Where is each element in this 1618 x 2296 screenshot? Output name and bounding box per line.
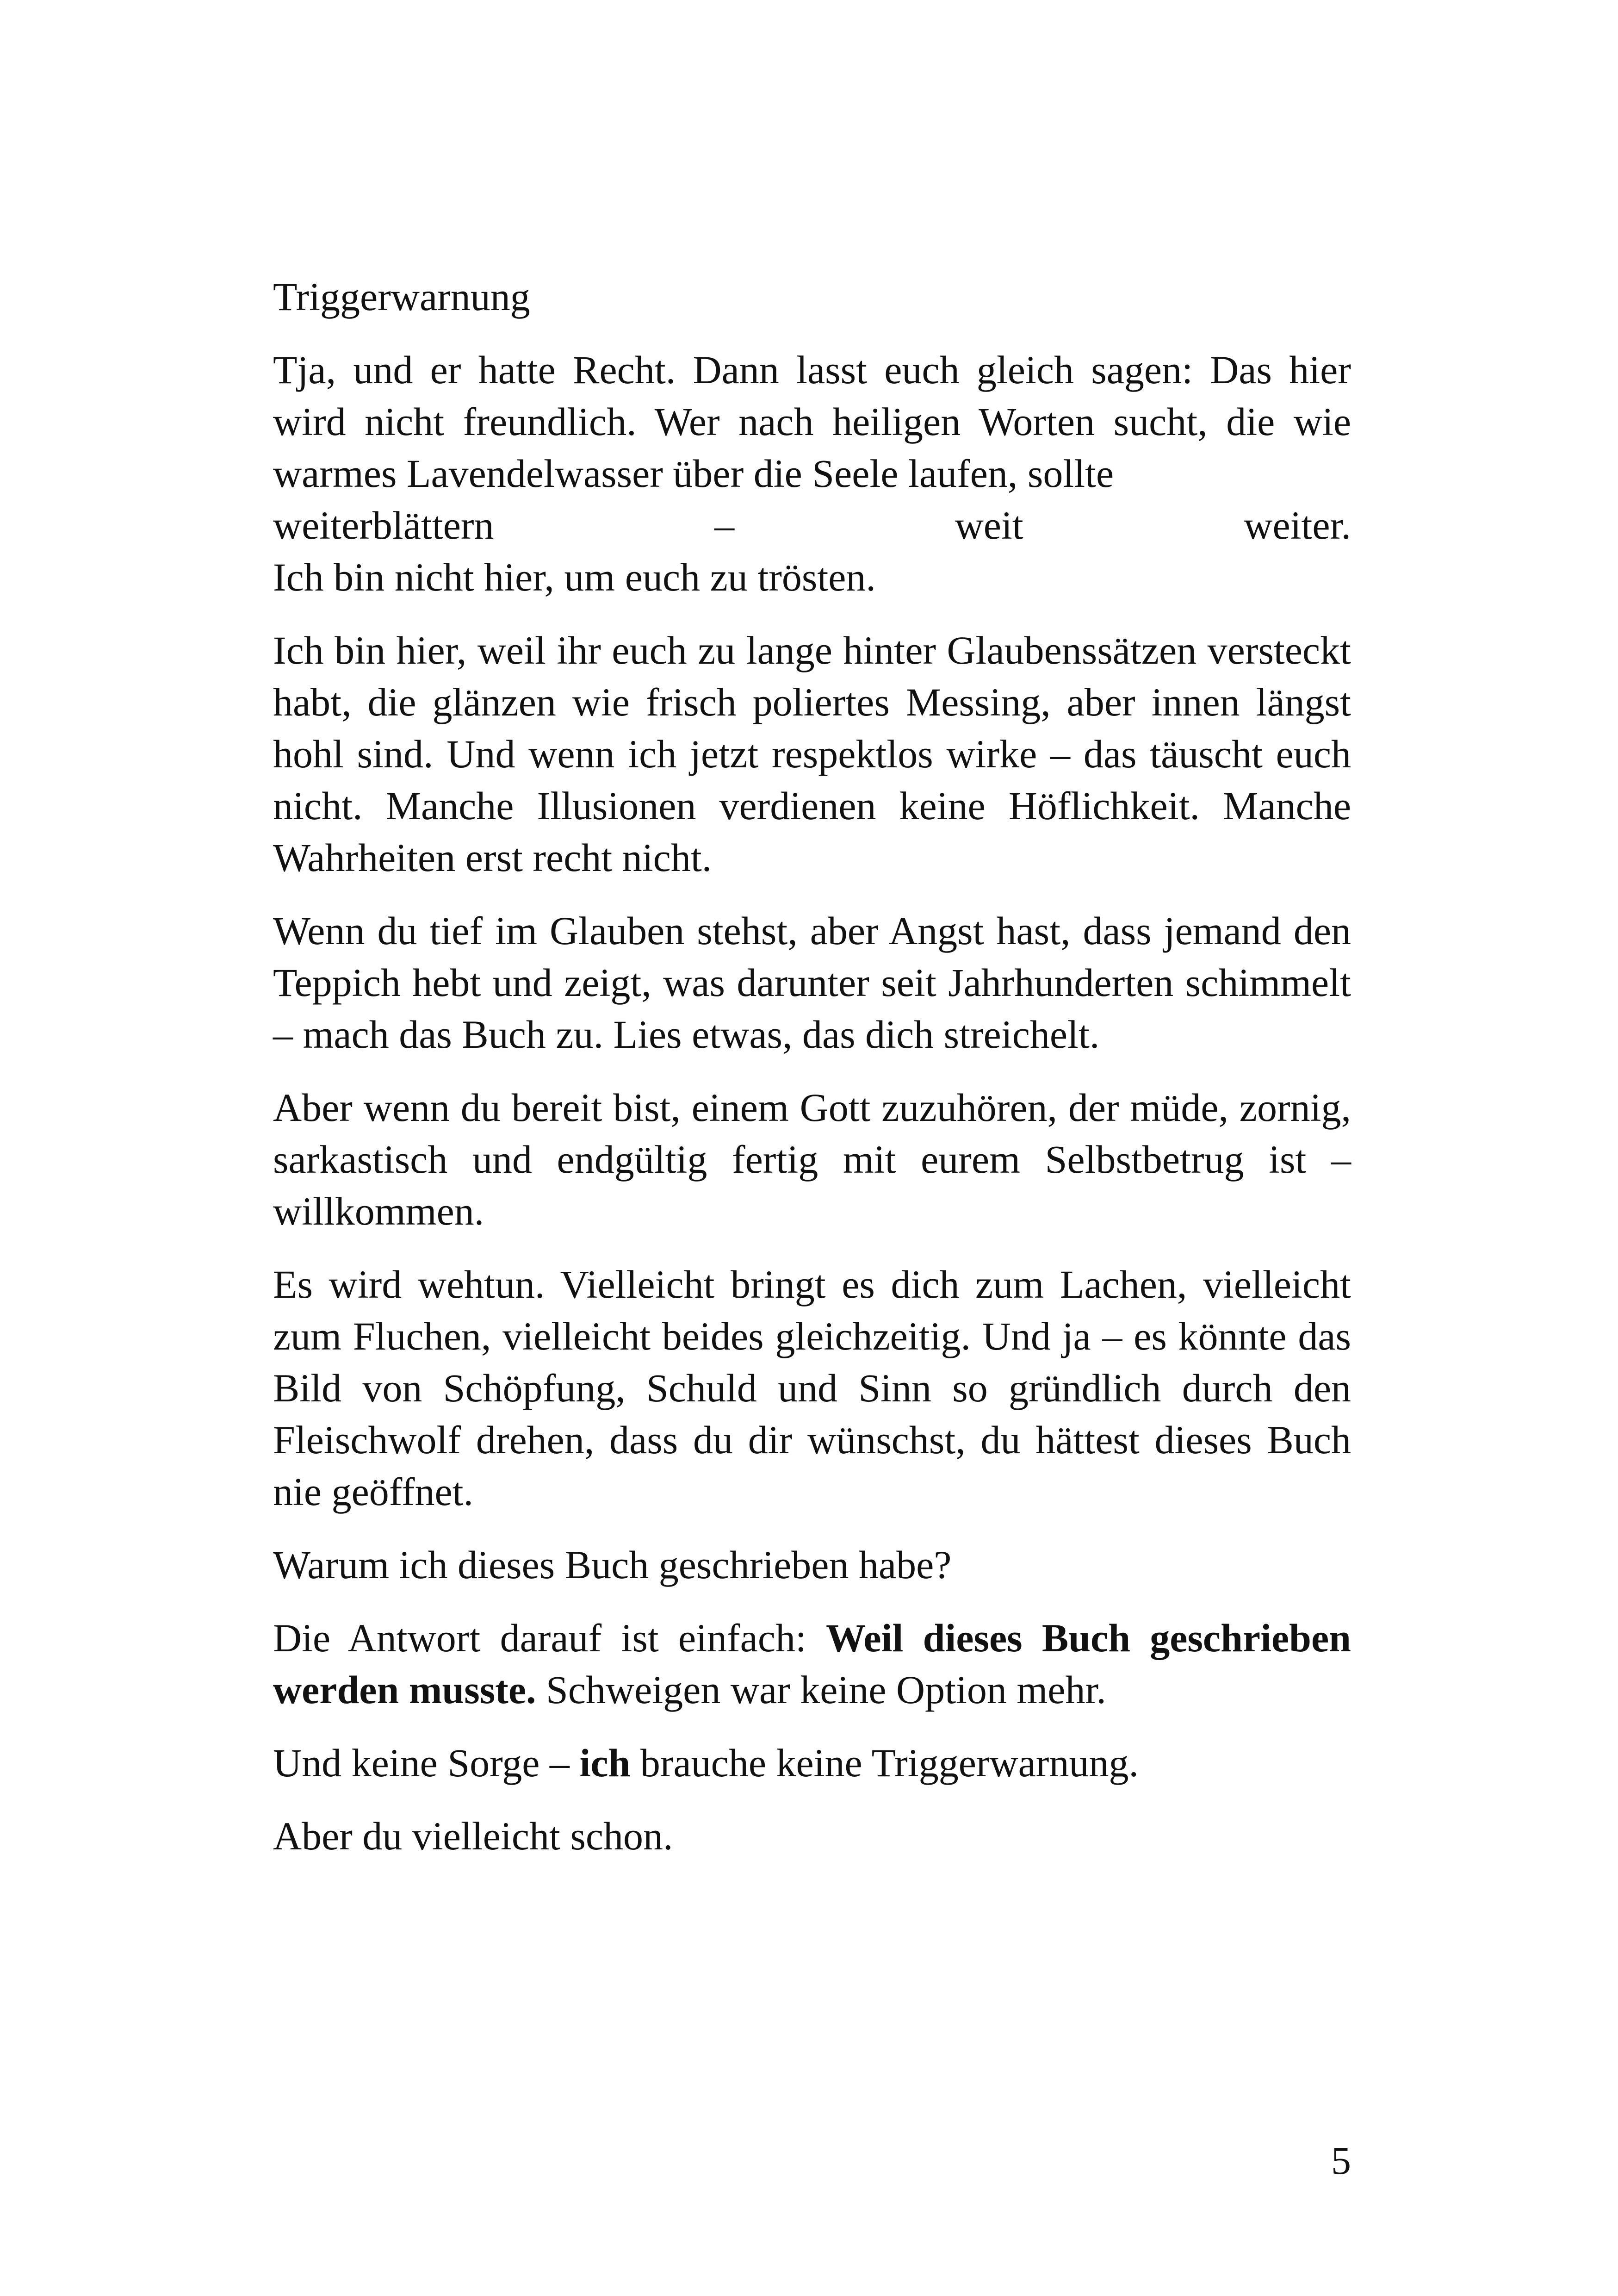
paragraph-3: Wenn du tief im Glauben stehst, aber Angst hast, dass jemand den Teppich hebt und zeigt, was darunter seit Jahrhunderten schimmelt – mach das Buch zu. Lies etwas, das dich streichelt. xyxy=(273,908,1351,1057)
paragraph-8-bold: ich xyxy=(579,1741,631,1785)
section-heading: Triggerwarnung xyxy=(273,274,530,319)
paragraph-8-before: Und keine Sorge – xyxy=(273,1741,580,1785)
spread-word-4: weiter. xyxy=(1244,503,1351,548)
paragraph-9: Aber du vielleicht schon. xyxy=(273,1814,673,1858)
paragraph-7-bold: Weil dieses Buch geschrieben werden musste. xyxy=(273,1616,1351,1712)
paragraph-5: Es wird wehtun. Vielleicht bringt es dich zum Lachen, vielleicht zum Fluchen, vielleicht beides gleichzeitig. Und ja – es könnte das Bild von Schöpfung, Schuld und Sinn so gründlich durch den Fleischwolf drehen, dass du dir wünschst, du hättest dieses Buch nie geöffnet. xyxy=(273,1262,1351,1514)
paragraph-8-after: brauche keine Triggerwarnung. xyxy=(630,1741,1139,1785)
page-number: 5 xyxy=(1331,2138,1351,2183)
paragraph-7 xyxy=(273,1612,1351,1716)
paragraph-1-last-line: Ich bin nicht hier, um euch zu trösten. xyxy=(273,555,876,599)
paragraph-8 xyxy=(273,1737,1351,1789)
paragraph-1-text: Tja, und er hatte Recht. Dann lasst euch gleich sagen: Das hier wird nicht freundlich. Wer nach heiligen Worten sucht, die wie warmes Lavendelwasser über die Seele laufen, sollte xyxy=(273,348,1351,496)
page-body xyxy=(273,271,1351,1883)
paragraph-1 xyxy=(273,344,1351,603)
paragraph-6: Warum ich dieses Buch geschrieben habe? xyxy=(273,1543,952,1587)
spread-word-2: – xyxy=(714,503,735,548)
paragraph-2: Ich bin hier, weil ihr euch zu lange hinter Glaubenssätzen versteckt habt, die glänzen wie frisch poliertes Messing, aber innen längst hohl sind. Und wenn ich jetzt respektlos wirke – das täuscht euch nicht. Manche Illusionen verdienen keine Höflichkeit. Manche Wahrheiten erst recht nicht. xyxy=(273,628,1351,880)
spread-word-1: weiterblättern xyxy=(273,503,494,548)
spread-word-3: weit xyxy=(955,503,1023,548)
paragraph-1-spread-line xyxy=(273,499,1351,551)
paragraph-4: Aber wenn du bereit bist, einem Gott zuzuhören, der müde, zornig, sarkastisch und endgültig fertig mit eurem Selbstbetrug ist – willkommen. xyxy=(273,1085,1351,1233)
paragraph-7-after: Schweigen war keine Option mehr. xyxy=(536,1668,1106,1712)
paragraph-7-before: Die Antwort darauf ist einfach: xyxy=(273,1616,826,1660)
